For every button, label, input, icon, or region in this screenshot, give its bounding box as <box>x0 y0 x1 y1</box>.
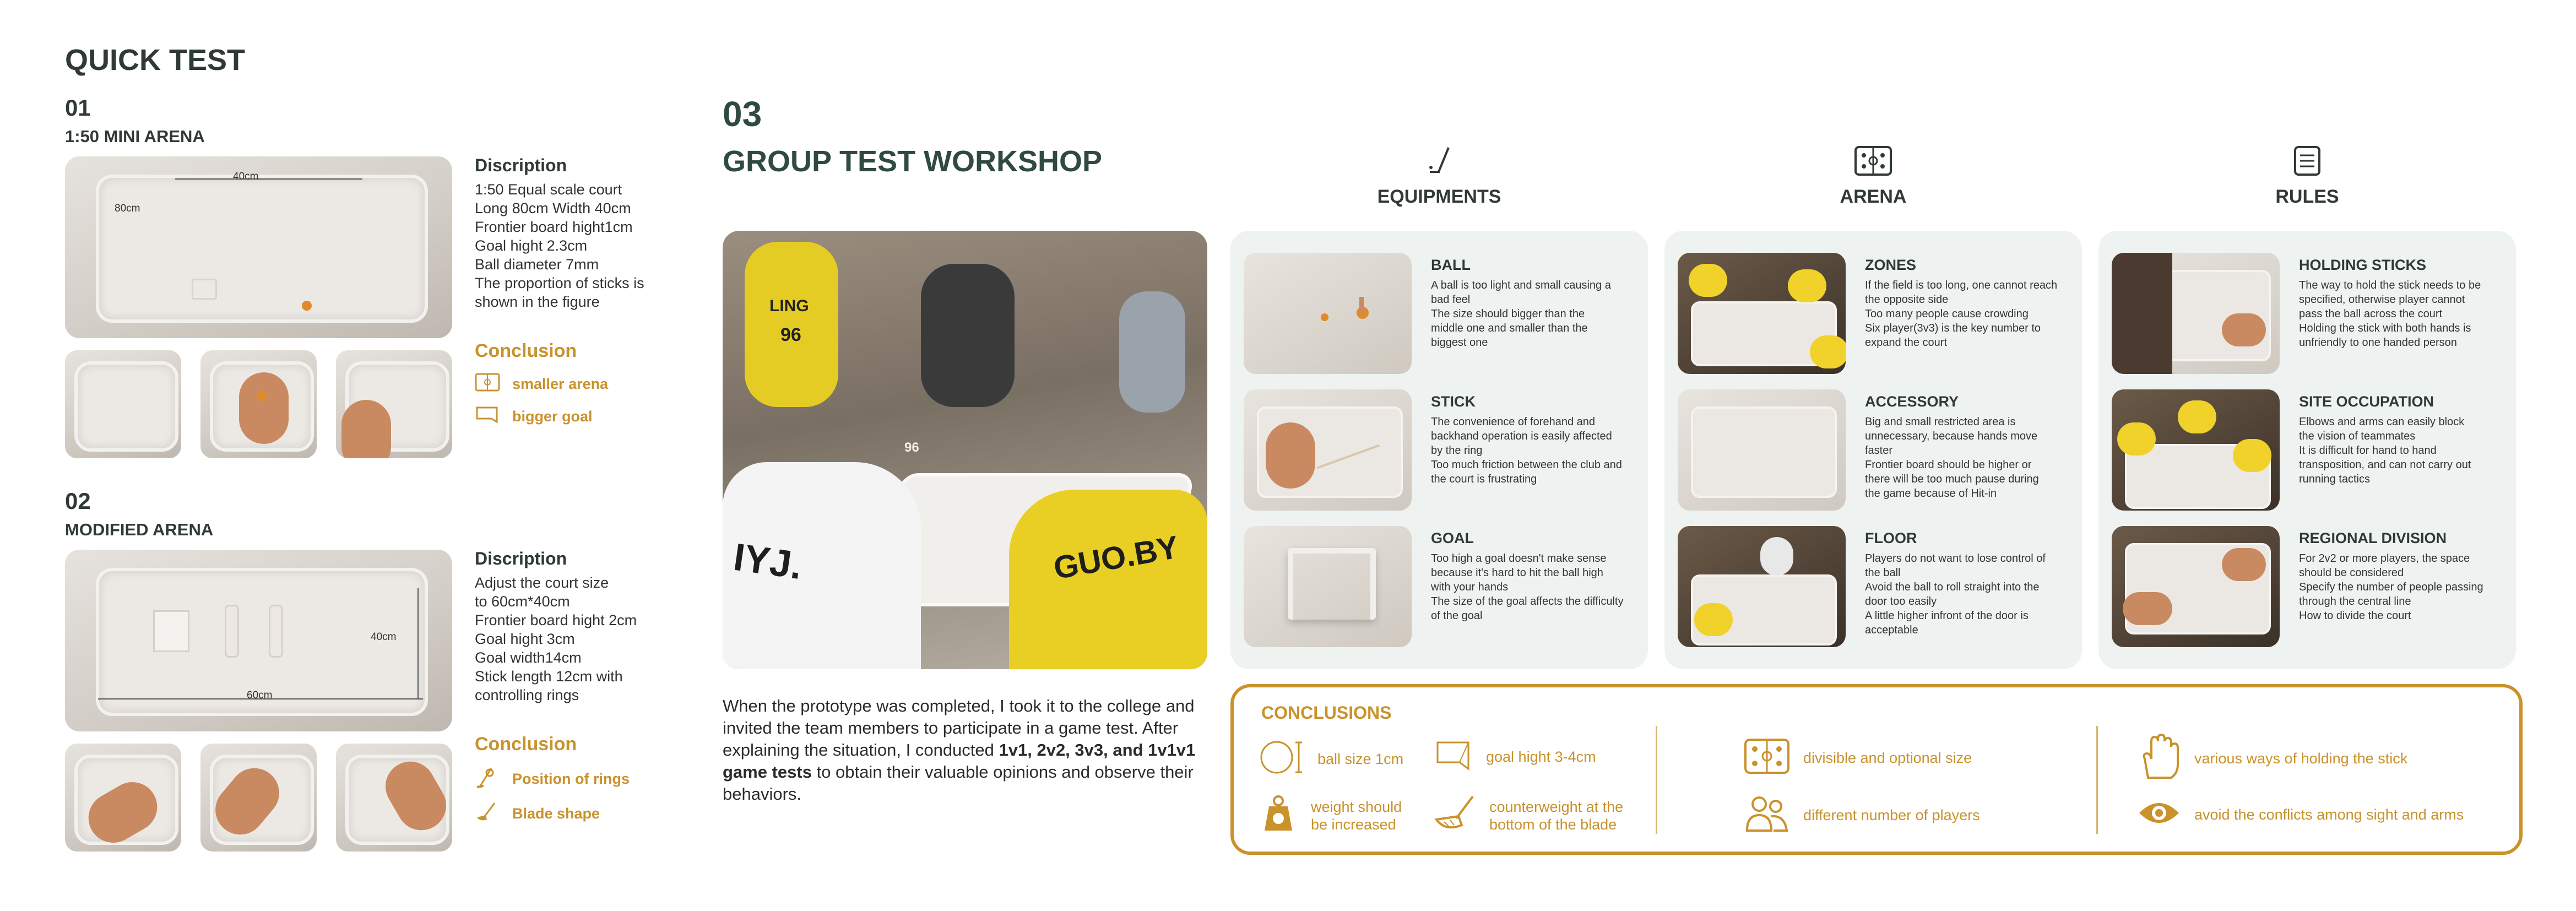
desc-line: 1:50 Equal scale court <box>475 181 622 198</box>
card-photo-floor <box>1678 526 1846 647</box>
card-goal <box>1431 530 1640 623</box>
card-line: bad feel <box>1431 294 1471 306</box>
card-line: How to divide the court <box>2299 610 2411 622</box>
desc-line: Frontier board hight 2cm <box>475 612 637 628</box>
card-text <box>2299 415 2514 486</box>
players-icon <box>1744 794 1790 837</box>
card-line: there will be too much pause during <box>1865 473 2039 485</box>
card-text <box>1865 278 2074 350</box>
conclusion-sight <box>2137 799 2464 831</box>
mini-arena-photo <box>65 156 452 338</box>
divider <box>1656 726 1657 834</box>
card-photo-ball <box>1244 253 1412 374</box>
goal-icon <box>475 404 500 429</box>
card-line: of the goal <box>1431 610 1483 622</box>
card-line: running tactics <box>2299 473 2370 485</box>
hand-icon <box>2137 734 2181 784</box>
jersey-text: GUO.BY <box>1051 529 1181 587</box>
card-line: The size of the goal affects the difficulty <box>1431 595 1624 608</box>
conclusion-label: smaller arena <box>512 376 609 392</box>
card-line: acceptable <box>1865 624 1918 636</box>
arena-icon <box>475 373 500 395</box>
mini-arena-conclusion <box>475 340 608 429</box>
blade-icon <box>1434 794 1476 837</box>
card-photo-zones <box>1678 253 1846 374</box>
goal-icon <box>1434 738 1473 776</box>
jersey-text: LING <box>769 297 809 315</box>
blade-icon <box>475 801 500 827</box>
card-line: unfriendly to one handed person <box>2299 337 2457 349</box>
card-line: pass the ball across the court <box>2299 308 2443 320</box>
card-line: biggest one <box>1431 337 1488 349</box>
card-photo-holding-sticks <box>2112 253 2280 374</box>
card-line: Holding the stick with both hands is <box>2299 322 2471 334</box>
desc-title: Discription <box>475 155 567 175</box>
card-title: GOAL <box>1431 530 1474 546</box>
column-title: ARENA <box>1840 186 1907 207</box>
divider <box>2096 726 2098 834</box>
conclusion-ball-size <box>1259 738 1403 780</box>
conclusion-label <box>1311 798 1402 833</box>
mini-arena-thumb-3 <box>336 350 452 458</box>
card-title: ZONES <box>1865 257 1917 273</box>
column-header-arena <box>1664 145 2082 208</box>
desc-lines <box>475 573 662 704</box>
card-line: The convenience of forehand and <box>1431 416 1595 428</box>
desc-line: Stick length 12cm with <box>475 668 623 685</box>
card-line: Frontier board should be higher or <box>1865 459 2032 471</box>
conclusion-players <box>1744 794 1980 837</box>
modified-arena-conclusion <box>475 734 630 827</box>
card-line: the ball <box>1865 567 1901 579</box>
conclusion-weight <box>1259 794 1402 837</box>
card-title: HOLDING STICKS <box>2299 257 2427 273</box>
workshop-paragraph <box>723 695 1211 805</box>
label-line: weight should <box>1311 798 1402 815</box>
rules-icon <box>2098 145 2516 180</box>
label-line: be increased <box>1311 816 1396 833</box>
card-line: through the central line <box>2299 595 2411 608</box>
conclusion-label: ball size 1cm <box>1317 751 1404 767</box>
mini-arena-desc <box>475 155 662 311</box>
card-title: FLOOR <box>1865 530 1917 546</box>
desc-line: Goal hight 2.3cm <box>475 237 588 254</box>
card-line: The size should bigger than the <box>1431 308 1585 320</box>
conclusion-item <box>475 801 630 827</box>
modified-arena-thumb-3 <box>336 744 452 852</box>
card-line: Elbows and arms can easily block <box>2299 416 2465 428</box>
card-line: the court is frustrating <box>1431 473 1537 485</box>
card-line: by the ring <box>1431 444 1483 457</box>
mini-arena-thumb-1 <box>65 350 181 458</box>
conclusion-label <box>1489 798 1623 833</box>
card-text <box>2299 551 2514 623</box>
desc-line: to 60cm*40cm <box>475 593 570 610</box>
paragraph-text: When the prototype was completed, I took it to the college and invited the team members to participate in a game test. After explaining the situation, I conducted <box>723 696 1195 760</box>
dim-label-top: 40cm <box>233 171 259 182</box>
stick-icon <box>1230 145 1648 180</box>
card-title: BALL <box>1431 257 1471 273</box>
section-number-01: 01 <box>65 95 91 121</box>
conclusion-label: different number of players <box>1803 807 1980 823</box>
card-line: door too easily <box>1865 595 1937 608</box>
section-number-02: 02 <box>65 488 91 514</box>
conclusion-label: divisible and optional size <box>1803 750 1972 766</box>
card-line: the opposite side <box>1865 294 1949 306</box>
card-line: middle one and smaller than the <box>1431 322 1588 334</box>
card-line: Big and small restricted area is <box>1865 416 2016 428</box>
column-title: RULES <box>2275 186 2339 207</box>
desc-line: Frontier board hight1cm <box>475 219 633 235</box>
card-text <box>1431 278 1640 350</box>
conclusion-label: goal hight 3-4cm <box>1486 749 1596 765</box>
card-holding-sticks <box>2299 257 2514 350</box>
card-photo-stick <box>1244 389 1412 511</box>
card-line: the game because of Hit-in <box>1865 487 1997 500</box>
desc-line: Ball diameter 7mm <box>475 256 599 273</box>
dim-label-side: 80cm <box>115 203 140 214</box>
modified-arena-thumb-2 <box>200 744 317 852</box>
card-site-occupation <box>2299 393 2514 486</box>
modified-arena-desc <box>475 549 662 704</box>
conclusion-item <box>475 373 608 395</box>
ball-size-icon <box>1259 738 1304 780</box>
card-line: backhand operation is easily affected <box>1431 430 1612 442</box>
label-line: bottom of the blade <box>1489 816 1617 833</box>
card-line: because it's hard to hit the ball high <box>1431 567 1603 579</box>
card-line: Players do not want to lose control of <box>1865 552 2046 565</box>
section-subtitle-01: 1:50 MINI ARENA <box>65 127 205 146</box>
card-accessory <box>1865 393 2074 501</box>
card-title: REGIONAL DIVISION <box>2299 530 2447 546</box>
paragraph-text: to obtain their valuable opinions and observe their behaviors. <box>723 762 1194 804</box>
card-photo-site-occupation <box>2112 389 2280 511</box>
desc-line: Goal hight 3cm <box>475 631 575 647</box>
eye-icon <box>2137 799 2181 831</box>
desc-line: controlling rings <box>475 687 579 703</box>
card-regional-division <box>2299 530 2514 623</box>
column-header-rules <box>2098 145 2516 208</box>
card-stick <box>1431 393 1640 486</box>
dim-label-bottom: 60cm <box>247 690 273 701</box>
card-line: Too high a goal doesn't make sense <box>1431 552 1607 565</box>
desc-line: Adjust the court size <box>475 574 609 591</box>
jersey-text: 96 <box>780 324 801 345</box>
card-floor <box>1865 530 2074 637</box>
card-title: ACCESSORY <box>1865 393 1959 410</box>
card-line: The way to hold the stick needs to be <box>2299 279 2481 291</box>
card-line: with your hands <box>1431 581 1509 593</box>
section-subtitle-02: MODIFIED ARENA <box>65 520 214 539</box>
conclusion-label: Blade shape <box>512 805 600 822</box>
card-line: transposition, and can not carry out <box>2299 459 2471 471</box>
card-title: STICK <box>1431 393 1476 410</box>
desc-lines <box>475 180 662 311</box>
card-line: It is difficult for hand to hand <box>2299 444 2437 457</box>
workshop-photo <box>723 231 1207 669</box>
desc-line: The proportion of sticks is <box>475 275 644 291</box>
card-line: expand the court <box>1865 337 1947 349</box>
conclusion-title: Conclusion <box>475 340 577 361</box>
card-line: the vision of teammates <box>2299 430 2416 442</box>
card-text <box>1865 551 2074 637</box>
card-photo-goal <box>1244 526 1412 647</box>
arena-icon <box>1744 738 1790 778</box>
weight-icon <box>1259 794 1298 837</box>
card-line: Six player(3v3) is the key number to <box>1865 322 2041 334</box>
workshop-title: GROUP TEST WORKSHOP <box>723 145 1103 178</box>
card-photo-accessory <box>1678 389 1846 511</box>
card-line: Avoid the ball to roll straight into the <box>1865 581 2040 593</box>
jersey-text: IYJ. <box>731 535 805 588</box>
conclusion-holding <box>2137 734 2407 784</box>
modified-arena-thumb-1 <box>65 744 181 852</box>
card-line: For 2v2 or more players, the space <box>2299 552 2470 565</box>
page-title: QUICK TEST <box>65 44 246 77</box>
card-line: faster <box>1865 444 1893 457</box>
card-line: A little higher infront of the door is <box>1865 610 2029 622</box>
conclusion-label: bigger goal <box>512 408 593 425</box>
card-ball <box>1431 257 1640 350</box>
conclusion-item <box>475 404 608 429</box>
card-text <box>1431 415 1640 486</box>
arena-icon <box>1664 145 2082 180</box>
card-text <box>1865 415 2074 501</box>
jersey-text: 96 <box>904 440 919 455</box>
conclusion-item <box>475 766 630 792</box>
conclusion-title: Conclusion <box>475 734 577 755</box>
section-number-03: 03 <box>723 94 762 134</box>
card-text <box>1431 551 1640 623</box>
card-line: Too many people cause crowding <box>1865 308 2029 320</box>
conclusion-divisible-size <box>1744 738 1972 778</box>
card-zones <box>1865 257 2074 350</box>
conclusion-counterweight <box>1434 794 1623 837</box>
card-line: unnecessary, because hands move <box>1865 430 2038 442</box>
card-line: If the field is too long, one cannot reach <box>1865 279 2058 291</box>
paragraph-bold: 1v1, 2v2, 3v3, and 1v1v1 game tests <box>723 740 1196 782</box>
card-photo-regional-division <box>2112 526 2280 647</box>
conclusion-goal-height <box>1434 738 1596 776</box>
conclusion-label: avoid the conflicts among sight and arms <box>2194 806 2464 823</box>
desc-line: Long 80cm Width 40cm <box>475 200 631 216</box>
column-title: EQUIPMENTS <box>1377 186 1501 207</box>
card-line: specified, otherwise player cannot <box>2299 294 2465 306</box>
mini-arena-thumb-2 <box>200 350 317 458</box>
card-title: SITE OCCUPATION <box>2299 393 2434 410</box>
column-header-equipments <box>1230 145 1648 208</box>
ring-icon <box>475 766 500 792</box>
conclusions-title: CONCLUSIONS <box>1261 703 1392 723</box>
conclusion-label: Position of rings <box>512 771 630 787</box>
card-line: A ball is too light and small causing a <box>1431 279 1611 291</box>
card-line: Specify the number of people passing <box>2299 581 2483 593</box>
card-line: Too much friction between the club and <box>1431 459 1622 471</box>
dim-label-side: 40cm <box>371 631 397 643</box>
desc-title: Discription <box>475 549 567 568</box>
label-line: counterweight at the <box>1489 798 1624 815</box>
card-text <box>2299 278 2514 350</box>
modified-arena-photo <box>65 550 452 731</box>
desc-line: Goal width14cm <box>475 649 582 666</box>
card-line: should be considered <box>2299 567 2404 579</box>
conclusion-label: various ways of holding the stick <box>2194 750 2408 767</box>
desc-line: shown in the figure <box>475 294 600 310</box>
